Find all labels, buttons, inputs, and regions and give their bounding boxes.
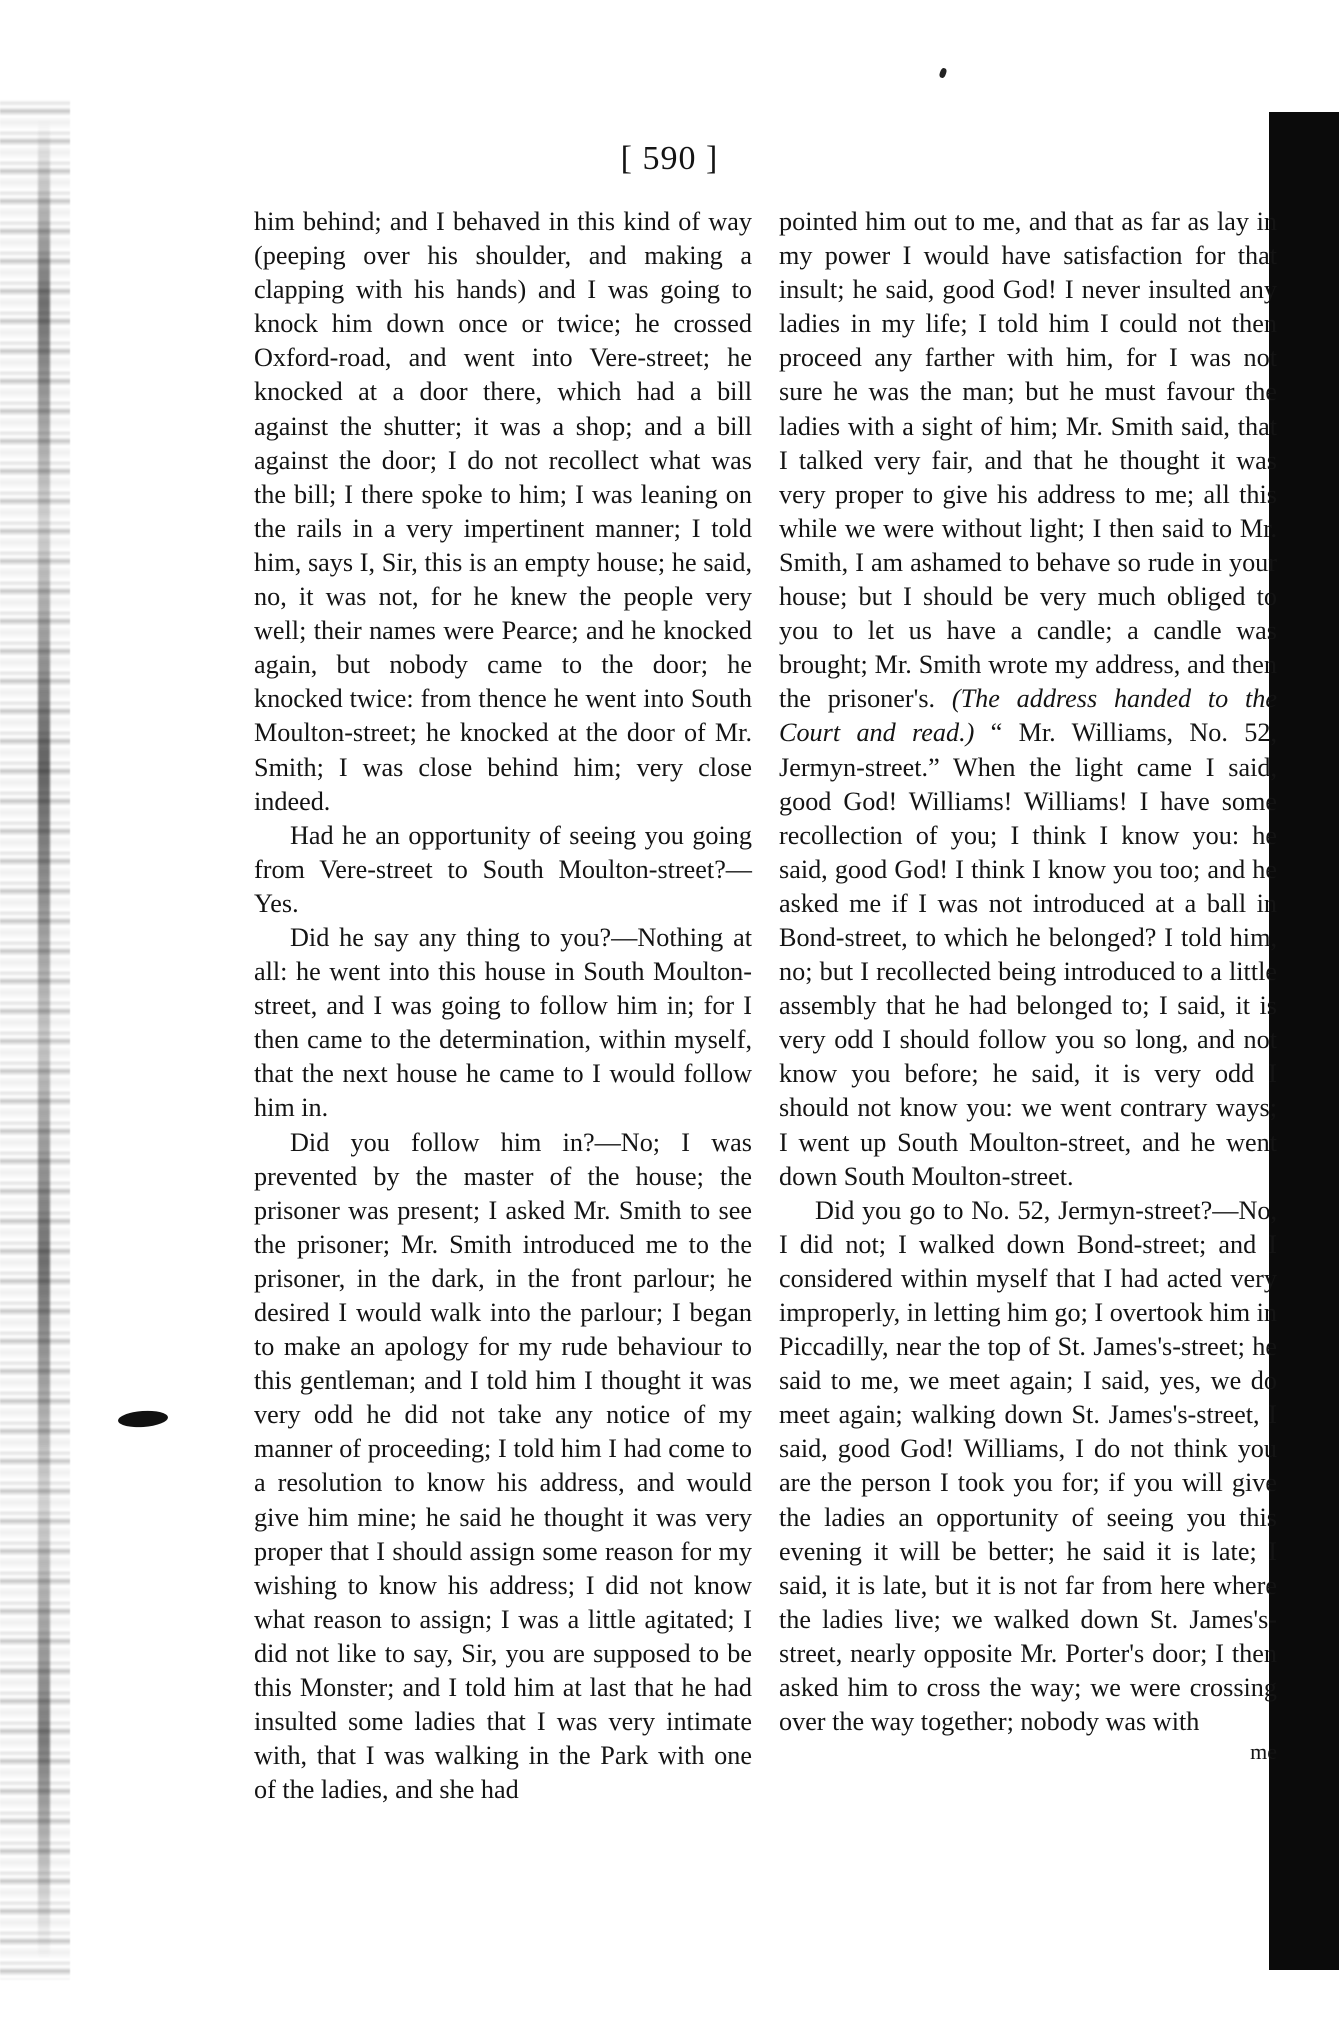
court-note: (The address handed to the Court and read.) bbox=[779, 684, 1277, 748]
paragraph: Did he say any thing to you?—Nothing at all: he went into this house in South Moulton-street, and I was going to follow him in; for I then came to the determination, within myself, that the next house he came to I would follow him in. bbox=[254, 922, 752, 1123]
ink-speck bbox=[938, 67, 947, 78]
paragraph: Did you follow him in?—No; I was prevented by the master of the house; the prisoner was present; I asked Mr. Smith to see the prisoner; Mr. Smith introduced me to the prisoner, in the dark, in the front parlour; he desired I would walk into the parlour; I began to make an apology for my rude behaviour to this gentleman; and I told him I thought it was very odd he did not take any notice of my manner of proceeding; I told him I had come to a resolution to know his address, and would give him mine; he said he thought it was very proper that I should assign some reason for my wishing to know his address; I did not know what reason to assign; I was a little agitated; I did not like to say, Sir, you are supposed to be this Monster; and I told him at last that he had insulted some ladies that I was very intimate with, that I was walking in the Park with one of the ladies, and she had bbox=[254, 1127, 752, 1805]
left-column bbox=[254, 205, 752, 1807]
binding-shadow bbox=[0, 100, 70, 1980]
right-column bbox=[779, 205, 1277, 1765]
paragraph-text: pointed him out to me, and that as far as lay in my power I would have satisfaction for that insult; he said, good God! I never insulted any ladies in my life; I told him I could not then proceed any farther with him, for I was not sure he was the man; but he must favour the ladies with a sight of him; Mr. Smith said, that I talked very fair, and that he thought it was very proper to give his address to me; all this while we were without light; I then said to Mr. Smith, I am ashamed to behave so rude in your house; but I should be very much obliged to you to let us have a candle; a candle was brought; Mr. Smith wrote my address, and then the prisoner's. bbox=[779, 207, 1277, 714]
paragraph: Had he an opportunity of seeing you going from Vere-street to South Moulton-street?—Yes. bbox=[254, 820, 752, 918]
paragraph-text: “ Mr. Williams, No. 52, Jermyn-street.” When the light came I said, good God! Williams! Williams! I have some recollection of you; I think I know you: he said, good God! I think I know you too; and he asked me if I was not introduced at a ball in Bond-street, to which he belonged? I told him, no; but I recollected being introduced to a little assembly that he had belonged to; I said, it is very odd I should follow you so long, and not know you before; he said, it is very odd I should not know you: we went contrary ways; I went up South Moulton-street, and he went down South Moulton-street. bbox=[779, 718, 1278, 1191]
binding-edge bbox=[38, 120, 50, 1960]
catchword: me bbox=[1250, 1739, 1277, 1765]
paragraph: him behind; and I behaved in this kind of way (peeping over his shoulder, and making a clapping with his hands) and I was going to knock him down once or twice; he crossed Oxford-road, and went into Vere-street; he knocked at a door there, which had a bill against the shutter; it was a shop; and a bill against the door; I do not recollect what was the bill; I there spoke to him; I was leaning on the rails in a very impertinent manner; I told him, says I, Sir, this is an empty house; he said, no, it was not, for he knew the people very well; their names were Pearce; and he knocked again, but nobody came to the door; he knocked twice: from thence he went into South Moulton-street; he knocked at the door of Mr. Smith; I was close behind him; very close indeed. bbox=[254, 207, 752, 816]
scan-edge-shadow bbox=[1269, 112, 1339, 1970]
ink-blot bbox=[118, 1409, 169, 1428]
paragraph bbox=[779, 205, 1277, 1194]
paragraph: Did you go to No. 52, Jermyn-street?—No, I did not; I walked down Bond-street; and I considered within myself that I had acted very improperly, in letting him go; I overtook him in Piccadilly, near the top of St. James's-street; he said to me, we meet again; I said, yes, we do meet again; walking down St. James's-street, I said, good God! Williams, I do not think you are the person I took you for; if you will give the ladies an opportunity of seeing you this evening it will be better; he said it is late; I said, it is late, but it is not far from here where the ladies live; we walked down St. James's-street, nearly opposite Mr. Porter's door; I then asked him to cross the way; we were crossing over the way together; nobody was with bbox=[779, 1195, 1277, 1737]
page-number: [ 590 ] bbox=[620, 140, 719, 177]
